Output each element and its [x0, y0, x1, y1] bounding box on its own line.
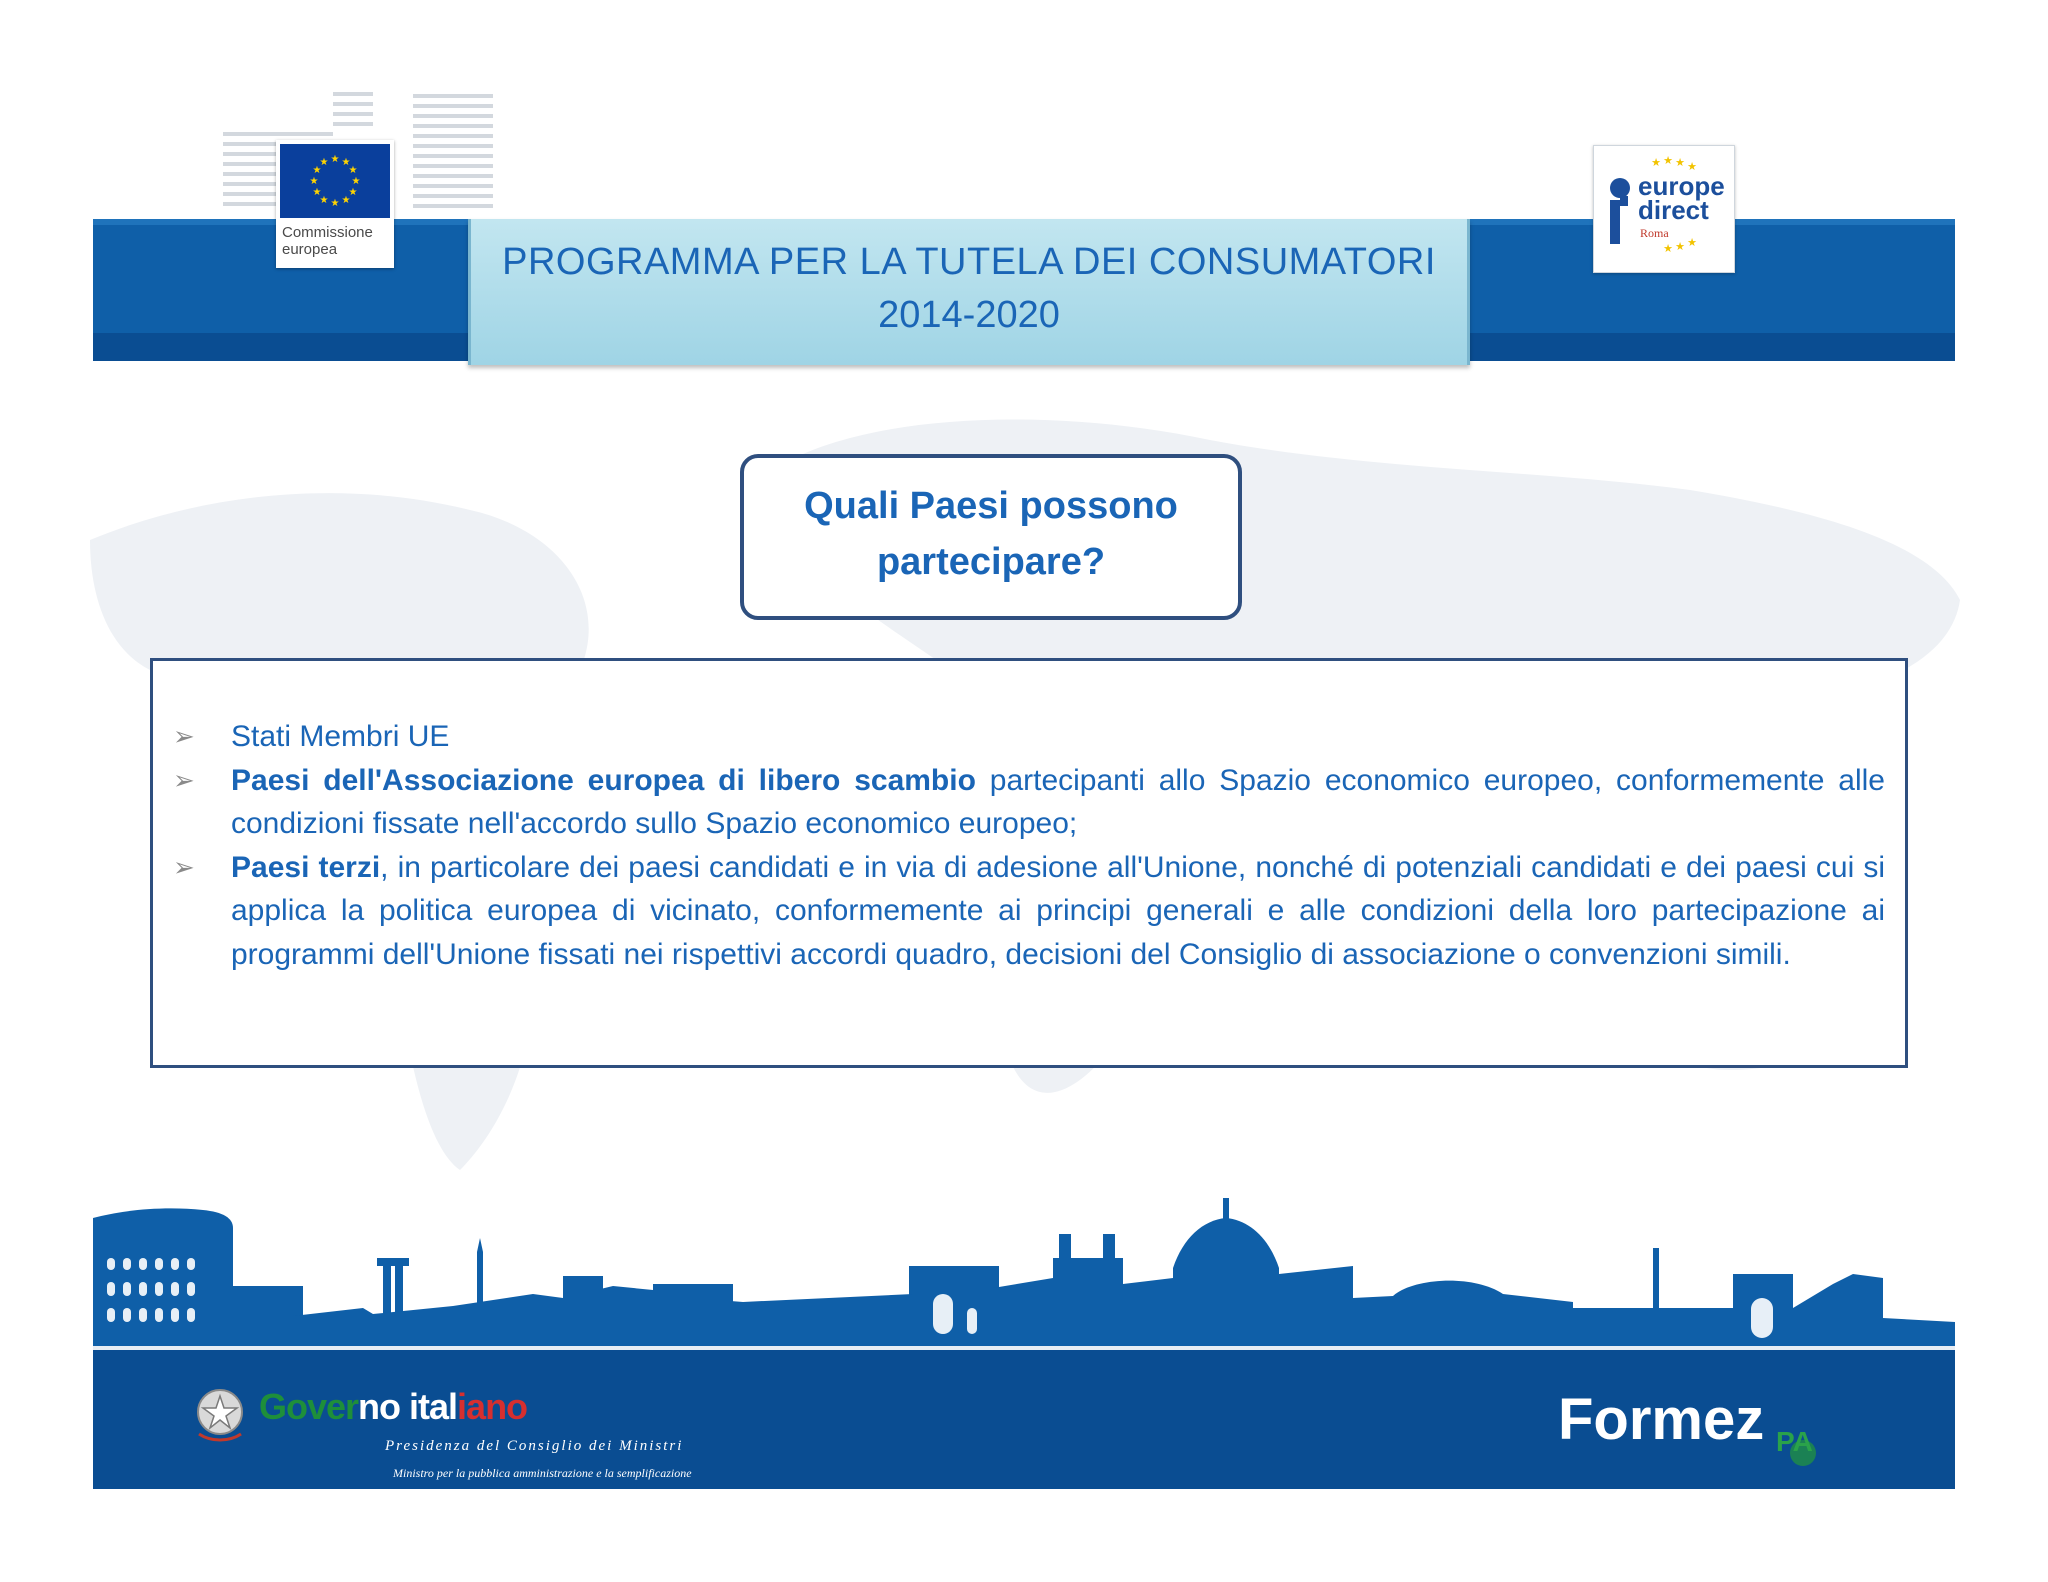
european-commission-logo: [218, 90, 498, 270]
svg-text:★: ★: [330, 198, 340, 209]
rome-skyline-illustration: [93, 1198, 1955, 1346]
item2-text: partecipanti allo Spazio economico europeo, conformemente alle condizioni fissate nell'accordo sullo Spazio economico europeo;: [231, 763, 1885, 840]
ec-text-line1: Commissione: [282, 224, 373, 241]
item1-text: Stati Membri UE: [231, 720, 450, 753]
item2-bold: Paesi dell'Associazione europea di libero scambio: [231, 763, 976, 797]
svg-text:★: ★: [341, 157, 351, 168]
title-line2: 2014-2020: [878, 294, 1060, 336]
svg-text:★: ★: [319, 157, 329, 168]
question-box: [740, 454, 1242, 620]
svg-text:★: ★: [1687, 161, 1697, 173]
svg-text:★: ★: [312, 165, 322, 176]
content-box: [150, 658, 1908, 1068]
footer-band: [93, 1346, 1955, 1489]
arrow-bullet-icon: ➢: [173, 764, 195, 795]
italian-emblem-icon: [193, 1386, 247, 1444]
europe-direct-line2: direct: [1638, 195, 1709, 225]
europe-direct-city: Roma: [1640, 226, 1669, 240]
item3-text: , in particolare dei paesi candidati e in via di adesione all'Unione, nonché di potenziali candidati e dei paesi cui si applica la politica europea di vicinato, conformemente ai principi generali e alle condizioni della loro partecipazione ai programmi dell'Unione fissati nei rispettivi accordi quadro, decisioni del Consiglio di associazione o convenzioni simili.: [231, 850, 1886, 971]
formez-logo-text: Formez: [1558, 1387, 1765, 1452]
title-line1: PROGRAMMA PER LA TUTELA DEI CONSUMATORI: [502, 241, 1436, 283]
question-line2: partecipare?: [876, 541, 1106, 583]
governo-subtitle-2: Ministro per la pubblica amministrazione e la semplificazione: [393, 1466, 692, 1480]
question-line1: Quali Paesi possono: [804, 485, 1178, 527]
arrow-bullet-icon: ➢: [173, 721, 195, 751]
list-item: [173, 715, 1885, 759]
svg-text:★: ★: [1651, 157, 1661, 169]
svg-text:★: ★: [348, 165, 358, 176]
svg-text:★: ★: [1675, 157, 1685, 169]
title-box: [468, 219, 1470, 365]
svg-text:★: ★: [341, 195, 351, 206]
svg-text:★: ★: [1663, 155, 1673, 167]
europe-direct-line1: europe: [1638, 171, 1725, 201]
eligible-countries-list: [173, 715, 1885, 976]
svg-text:★: ★: [319, 195, 329, 206]
svg-text:★: ★: [330, 154, 340, 165]
list-item: [173, 846, 1885, 977]
svg-text:★: ★: [351, 176, 361, 187]
arrow-bullet-icon: ➢: [173, 851, 195, 882]
europe-direct-logo: [1593, 145, 1735, 273]
svg-text:★: ★: [1663, 243, 1673, 255]
svg-text:★: ★: [312, 187, 322, 198]
list-item: [173, 759, 1885, 846]
governo-subtitle-1: Presidenza del Consiglio dei Ministri: [385, 1438, 684, 1454]
eu-flag-icon: [280, 144, 390, 218]
ec-text-line2: europea: [282, 241, 338, 258]
item3-bold: Paesi terzi: [231, 850, 381, 884]
svg-text:★: ★: [1675, 241, 1685, 253]
governo-italiano-title: Governo italiano: [259, 1386, 528, 1427]
formez-pa-text: PA: [1776, 1426, 1813, 1457]
svg-text:★: ★: [309, 176, 319, 187]
svg-text:★: ★: [348, 187, 358, 198]
svg-text:★: ★: [1687, 237, 1697, 249]
